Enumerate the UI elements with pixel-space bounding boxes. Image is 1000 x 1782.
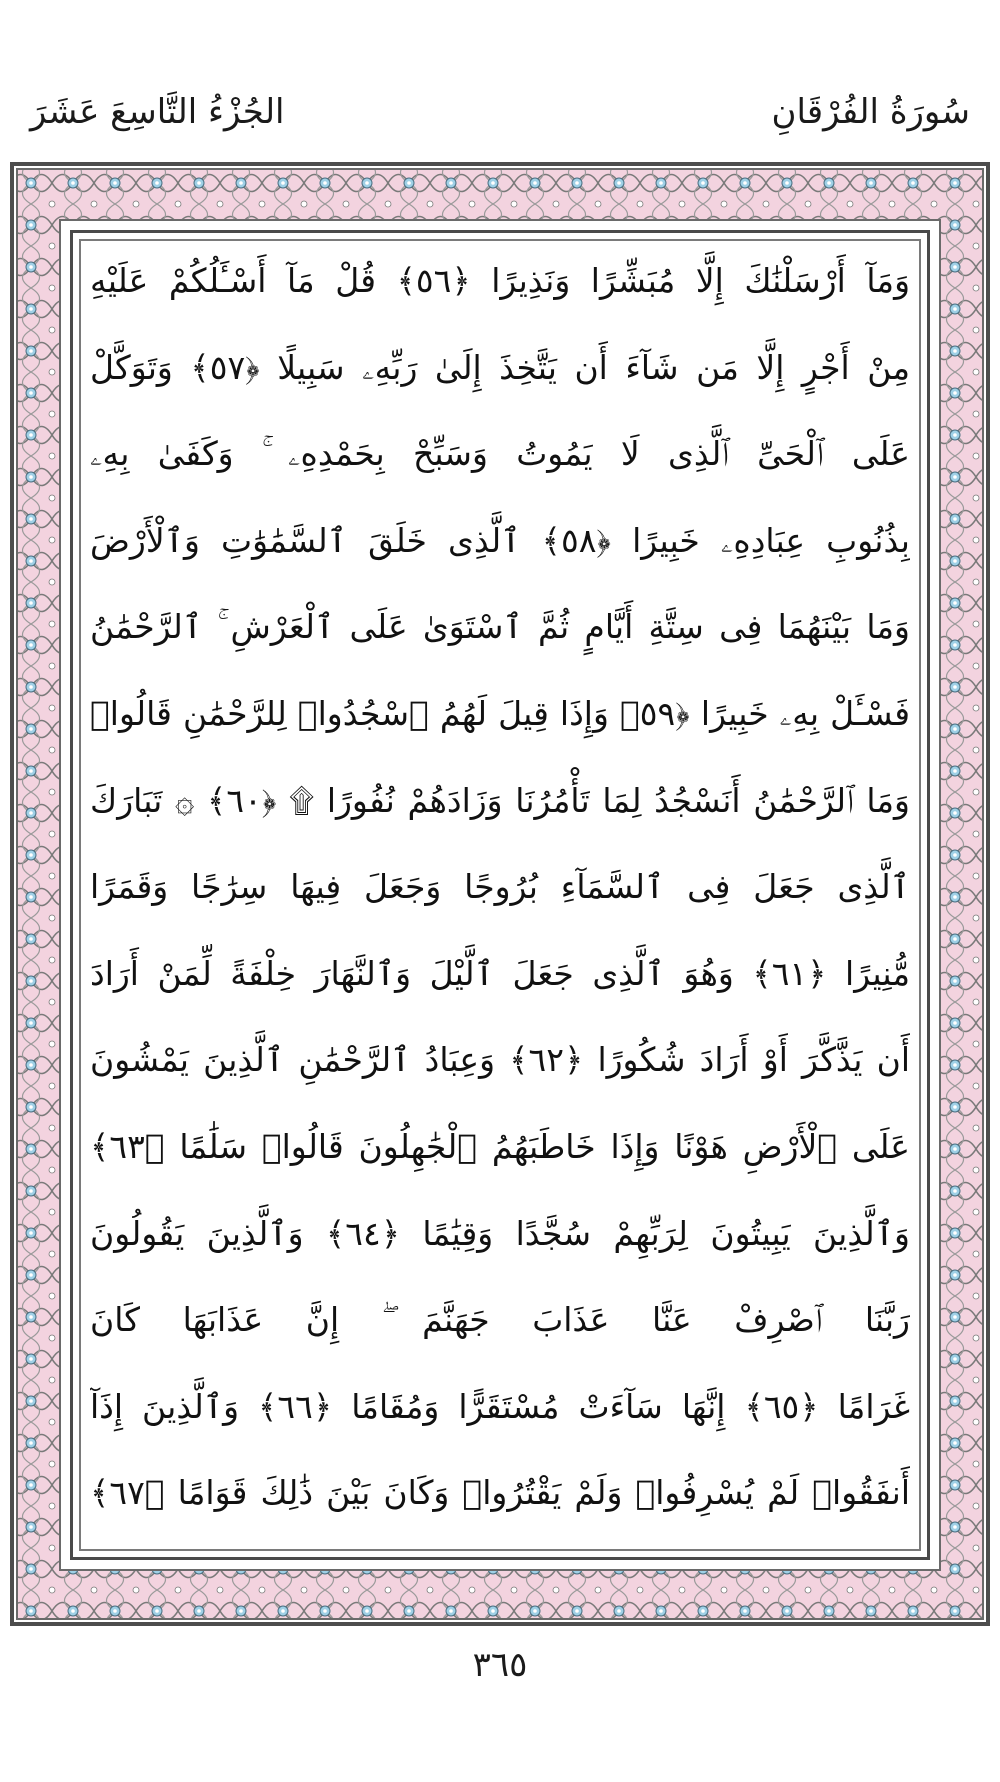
- verse-line: غَرَامًا ﴿٦٥﴾ إِنَّهَا سَآءَتْ مُسْتَقَرًّا وَمُقَامًا ﴿٦٦﴾ وَٱلَّذِينَ إِذَآ: [90, 1386, 910, 1426]
- verse-line: وَمَآ أَرْسَلْنَٰكَ إِلَّا مُبَشِّرًا وَنَذِيرًا ﴿٥٦﴾ قُلْ مَآ أَسْـَٔلُكُمْ عَلَيْهِ: [90, 261, 910, 300]
- verse-line: رَبَّنَا ٱصْرِفْ عَنَّا عَذَابَ جَهَنَّمَ ۖ إِنَّ عَذَابَهَا كَانَ: [90, 1300, 910, 1340]
- verse-line: أَن يَذَّكَّرَ أَوْ أَرَادَ شُكُورًا ﴿٦٢﴾ وَعِبَادُ ٱلرَّحْمَٰنِ ٱلَّذِينَ يَمْشُونَ: [90, 1040, 910, 1080]
- verse-line: عَلَى ٱلْأَرْضِ هَوْنًا وَإِذَا خَاطَبَهُمُ ٱلْجَٰهِلُونَ قَالُوا۟ سَلَٰمًا ﴿٦٣﴾: [90, 1126, 910, 1166]
- verse-lines: [90, 238, 910, 1538]
- page-number: ٣٦٥: [472, 1645, 528, 1685]
- page-footer: [0, 1645, 1000, 1685]
- verse-line: مُّنِيرًا ﴿٦١﴾ وَهُوَ ٱلَّذِى جَعَلَ ٱلَّيْلَ وَٱلنَّهَارَ خِلْفَةً لِّمَنْ أَرَادَ: [90, 953, 910, 993]
- verse-line: وَمَا ٱلرَّحْمَٰنُ أَنَسْجُدُ لِمَا تَأْمُرُنَا وَزَادَهُمْ نُفُورًا ۩ ﴿٦٠﴾ ۞ تَبَارَكَ: [90, 780, 910, 820]
- verse-line: ٱلَّذِى جَعَلَ فِى ٱلسَّمَآءِ بُرُوجًا وَجَعَلَ فِيهَا سِرَٰجًا وَقَمَرًا: [90, 867, 910, 907]
- verse-line: وَمَا بَيْنَهُمَا فِى سِتَّةِ أَيَّامٍ ثُمَّ ٱسْتَوَىٰ عَلَى ٱلْعَرْشِ ۚ ٱلرَّحْمَٰنُ: [90, 607, 910, 647]
- verse-line: بِذُنُوبِ عِبَادِهِۦ خَبِيرًا ﴿٥٨﴾ ٱلَّذِى خَلَقَ ٱلسَّمَٰوَٰتِ وَٱلْأَرْضَ: [90, 520, 910, 560]
- verse-line: فَسْـَٔلْ بِهِۦ خَبِيرًا ﴿٥٩﴾ وَإِذَا قِيلَ لَهُمُ ٱسْجُدُوا۟ لِلرَّحْمَٰنِ قَالُوا۟: [90, 693, 910, 733]
- verse-line: مِنْ أَجْرٍ إِلَّا مَن شَآءَ أَن يَتَّخِذَ إِلَىٰ رَبِّهِۦ سَبِيلًا ﴿٥٧﴾ وَتَوَكَّلْ: [90, 347, 910, 387]
- juz-name: الجُزْءُ التَّاسِعَ عَشَرَ: [30, 92, 285, 132]
- verse-line: أَنفَقُوا۟ لَمْ يُسْرِفُوا۟ وَلَمْ يَقْتُرُوا۟ وَكَانَ بَيْنَ ذَٰلِكَ قَوَامًا ﴿٦٧﴾: [90, 1473, 910, 1513]
- verse-line: وَٱلَّذِينَ يَبِيتُونَ لِرَبِّهِمْ سُجَّدًا وَقِيَٰمًا ﴿٦٤﴾ وَٱلَّذِينَ يَقُولُونَ: [90, 1213, 910, 1253]
- verse-line: عَلَى ٱلْحَىِّ ٱلَّذِى لَا يَمُوتُ وَسَبِّحْ بِحَمْدِهِۦ ۚ وَكَفَىٰ بِهِۦ: [90, 434, 910, 474]
- page-header: [0, 0, 1000, 150]
- surah-name: سُورَةُ الفُرْقَانِ: [771, 92, 970, 132]
